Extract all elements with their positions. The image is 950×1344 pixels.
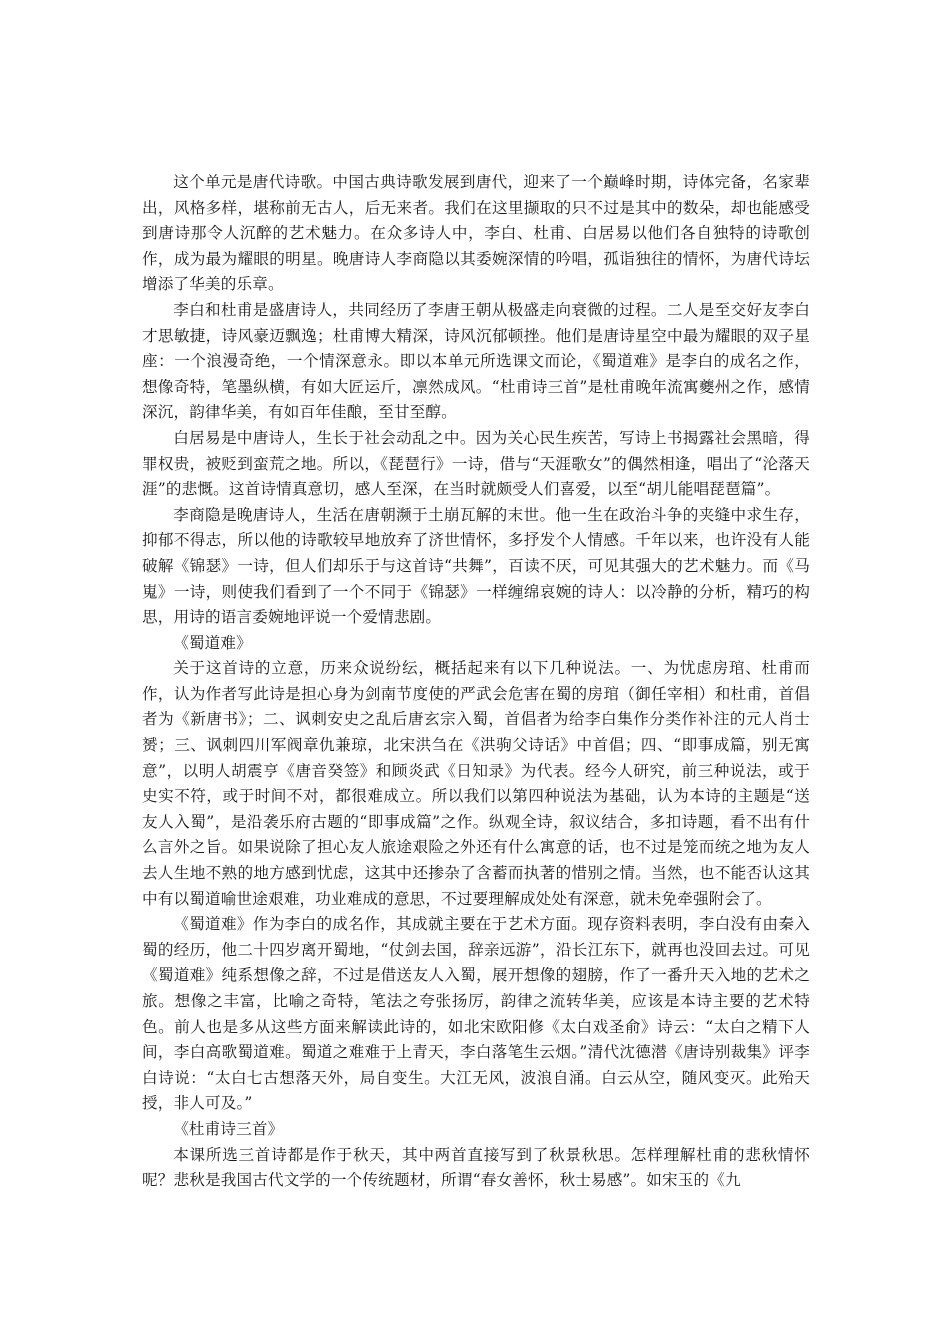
shu-dao-nan-art-paragraph: 《蜀道难》作为李白的成名作，其成就主要在于艺术方面。现存资料表明，李白没有由秦入蜀的经历，他二十四岁离开蜀地，“仗剑去国，辞亲远游”，沿长江东下，就再也没回去过。可见《蜀道难》纯系想像之辞，不过是借送友人入蜀，展开想像的翅膀，作了一番升天入地的艺术之旅。想像之丰富，比喻之奇特，笔法之夸张扬厉，韵律之流转华美，应该是本诗主要的艺术特色。前人也是多从这些方面来解读此诗的，如北宋欧阳修《太白戏圣俞》诗云：“太白之精下人间，李白高歌蜀道难。蜀道之难难于上青天，李白落笔生云烟。”清代沈德潜《唐诗别裁集》评李白诗说：“太白七古想落天外，局自变生。大江无风，波浪自涌。白云从空，随风变灭。此殆天授，非人可及。”: [142, 915, 810, 1113]
document-body: [142, 170, 810, 1194]
du-fu-three-poems-heading: 《杜甫诗三首》: [173, 1119, 284, 1138]
li-shangyin-paragraph: 李商隐是晚唐诗人，生活在唐朝濒于土崩瓦解的末世。他一生在政治斗争的夹缝中求生存，抑郁不得志，所以他的诗歌较早地放弃了济世情怀，多抒发个人情感。千年以来，也许没有人能破解《锦瑟》一诗，但人们却乐于与这首诗“共舞”，百读不厌，可见其强大的艺术魅力。而《马嵬》一诗，则使我们看到了一个不同于《锦瑟》一样缠绵哀婉的诗人：以冷静的分析，精巧的构思，用诗的语言委婉地评说一个爱情悲剧。: [142, 505, 810, 627]
li-bai-du-fu-paragraph: 李白和杜甫是盛唐诗人，共同经历了李唐王朝从极盛走向衰微的过程。二人是至交好友李白才思敏捷，诗风豪迈飘逸；杜甫博大精深，诗风沉郁顿挫。他们是唐诗星空中最为耀眼的双子星座：一个浪漫奇绝，一个情深意永。即以本单元所选课文而论，《蜀道难》是李白的成名之作，想像奇特，笔墨纵横，有如大匠运斤，凛然成风。“杜甫诗三首”是杜甫晚年流寓夔州之作，感情深沉，韵律华美，有如百年佳酿，至甘至醇。: [142, 300, 810, 422]
du-fu-autumn-paragraph: 本课所选三首诗都是作于秋天，其中两首直接写到了秋景秋思。怎样理解杜甫的悲秋情怀呢？悲秋是我国古代文学的一个传统题材，所谓“春女善怀，秋士易感”。如宋玉的《九: [142, 1145, 810, 1190]
shu-dao-nan-theme-paragraph: 关于这首诗的立意，历来众说纷纭，概括起来有以下几种说法。一、为忧虑房琯、杜甫而作，认为作者写此诗是担心身为剑南节度使的严武会危害在蜀的房琯（御任宰相）和杜甫，首倡者为《新唐书》；二、讽刺安史之乱后唐玄宗入蜀，首倡者为给李白集作分类作补注的元人肖士赟；三、讽刺四川军阀章仇兼琼，北宋洪刍在《洪驹父诗话》中首倡；四、“即事成篇，别无寓意”，以明人胡震亨《唐音癸签》和顾炎武《日知录》为代表。经今人研究，前三种说法，或于史实不符，或于时间不对，都很难成立。所以我们以第四种说法为基础，认为本诗的主题是“送友人入蜀”，是沿袭乐府古题的“即事成篇”之作。纵观全诗，叙议结合，多扣诗题，看不出有什么言外之旨。如果说除了担心友人旅途艰险之外还有什么寓意的话，也不过是笼而统之地为友人去人生地不熟的地方感到忧虑，这其中还掺杂了含蓄而执著的惜别之情。当然，也不能否认这其中有以蜀道喻世途艰难，功业难成的意思，不过要理解成处处有深意，就未免牵强附会了。: [142, 659, 810, 908]
shu-dao-nan-heading: 《蜀道难》: [173, 633, 252, 652]
bai-juyi-paragraph: 白居易是中唐诗人，生长于社会动乱之中。因为关心民生疾苦，写诗上书揭露社会黑暗，得罪权贵，被贬到蛮荒之地。所以，《琵琶行》一诗，借与“天涯歌女”的偶然相逢，唱出了“沦落天涯”的悲慨。这首诗情真意切，感人至深，在当时就颇受人们喜爱，以至“胡儿能唱琵琶篇”。: [142, 428, 810, 499]
intro-paragraph: 这个单元是唐代诗歌。中国古典诗歌发展到唐代，迎来了一个巅峰时期，诗体完备，名家辈出，风格多样，堪称前无古人，后无来者。我们在这里撷取的只不过是其中的数朵，却也能感受到唐诗那令人沉醉的艺术魅力。在众多诗人中，李白、杜甫、白居易以他们各自独特的诗歌创作，成为最为耀眼的明星。晚唐诗人李商隐以其委婉深情的吟唱，孤诣独往的情怀，为唐代诗坛增添了华美的乐章。: [142, 173, 810, 294]
